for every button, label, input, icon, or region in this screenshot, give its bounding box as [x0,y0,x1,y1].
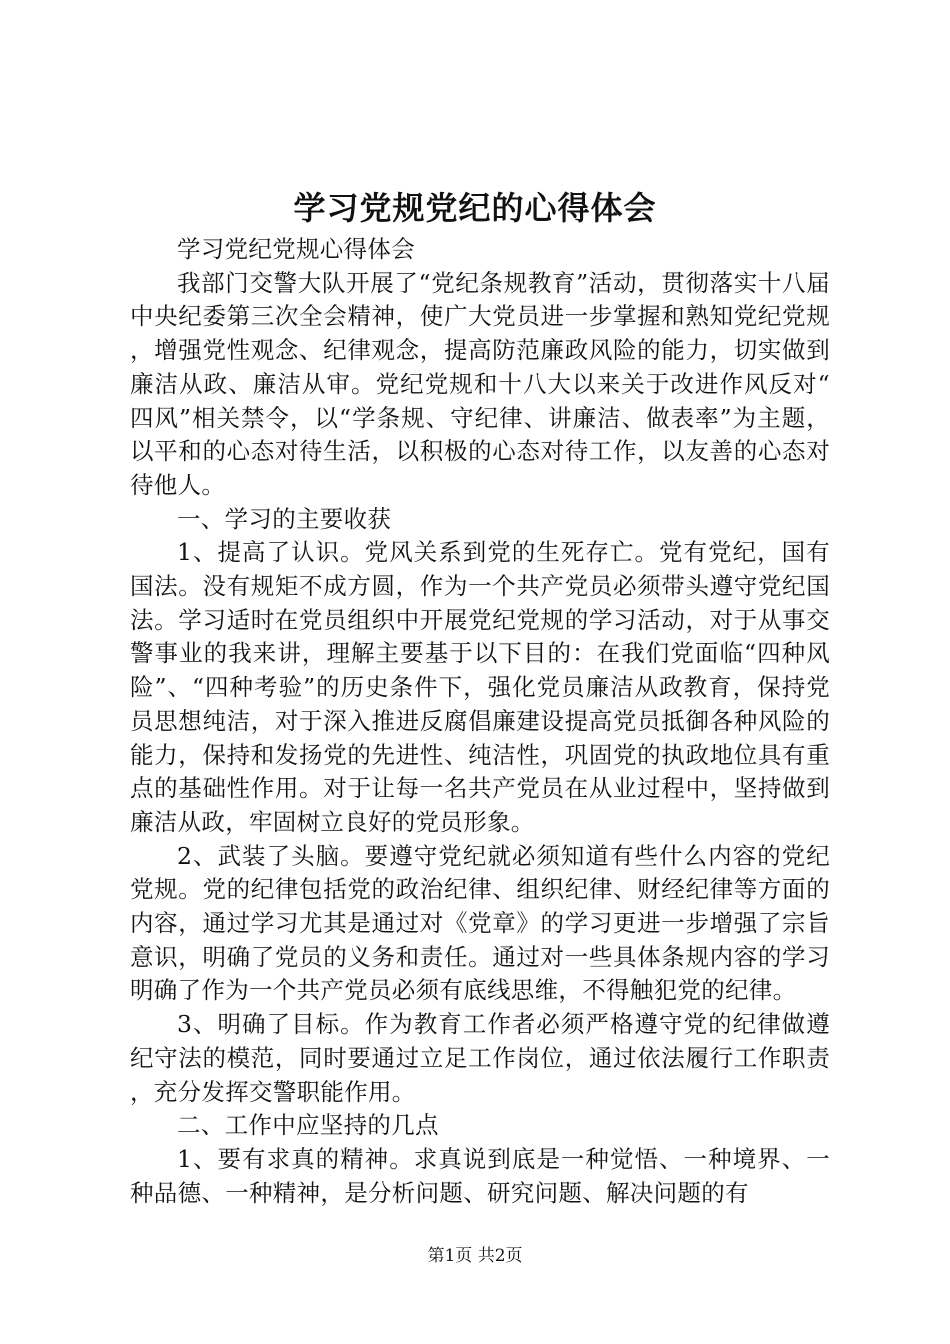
intro-paragraph: 我部门交警大队开展了“党纪条规教育”活动，贯彻落实十八届中央纪委第三次全会精神，使广大党员进一步掌握和熟知党纪党规，增强党性观念、纪律观念，提高防范廉政风险的能力，切实做到廉洁从政、廉洁从审。党纪党规和十八大以来关于改进作风反对“四风”相关禁令，以“学条规、守纪律、讲廉洁、做表率”为主题，以平和的心态对待生活，以积极的心态对待工作，以友善的心态对待他人。 [130,268,830,499]
section-heading-1: 一、学习的主要收获 [177,504,392,533]
page-footer: 第1页 共2页 [427,1246,523,1266]
body-paragraph: 2、武装了头脑。要遵守党纪就必须知道有些什么内容的党纪党规。党的纪律包括党的政治纪律、组织纪律、财经纪律等方面的内容，通过学习尤其是通过对《党章》的学习更进一步增强了宗旨意识，明确了党员的义务和责任。通过对一些具体条规内容的学习明确了作为一个共产党员必须有底线思维，不得触犯党的纪律。 [130,841,830,1005]
document-body [130,233,830,1210]
body-paragraph: 1、要有求真的精神。求真说到底是一种觉悟、一种境界、一种品德、一种精神，是分析问题、研究问题、解决问题的有 [130,1144,830,1207]
body-paragraph: 3、明确了目标。作为教育工作者必须严格遵守党的纪律做遵纪守法的模范，同时要通过立足工作岗位，通过依法履行工作职责，充分发挥交警职能作用。 [130,1010,830,1106]
body-paragraph: 1、提高了认识。党风关系到党的生死存亡。党有党纪，国有国法。没有规矩不成方圆，作为一个共产党员必须带头遵守党纪国法。学习适时在党员组织中开展党纪党规的学习活动，对于从事交警事业的我来讲，理解主要基于以下目的：在我们党面临“四种风险”、“四种考验”的历史条件下，强化党员廉洁从政教育，保持党员思想纯洁，对于深入推进反腐倡廉建设提高党员抵御各种风险的能力，保持和发扬党的先进性、纯洁性，巩固党的执政地位具有重点的基础性作用。对于让每一名共产党员在从业过程中，坚持做到廉洁从政，牢固树立良好的党员形象。 [130,538,830,836]
document-title: 学习党规党纪的心得体会 [293,189,657,227]
subtitle-paragraph: 学习党纪党规心得体会 [177,235,415,263]
section-heading-2: 二、工作中应坚持的几点 [177,1111,439,1140]
